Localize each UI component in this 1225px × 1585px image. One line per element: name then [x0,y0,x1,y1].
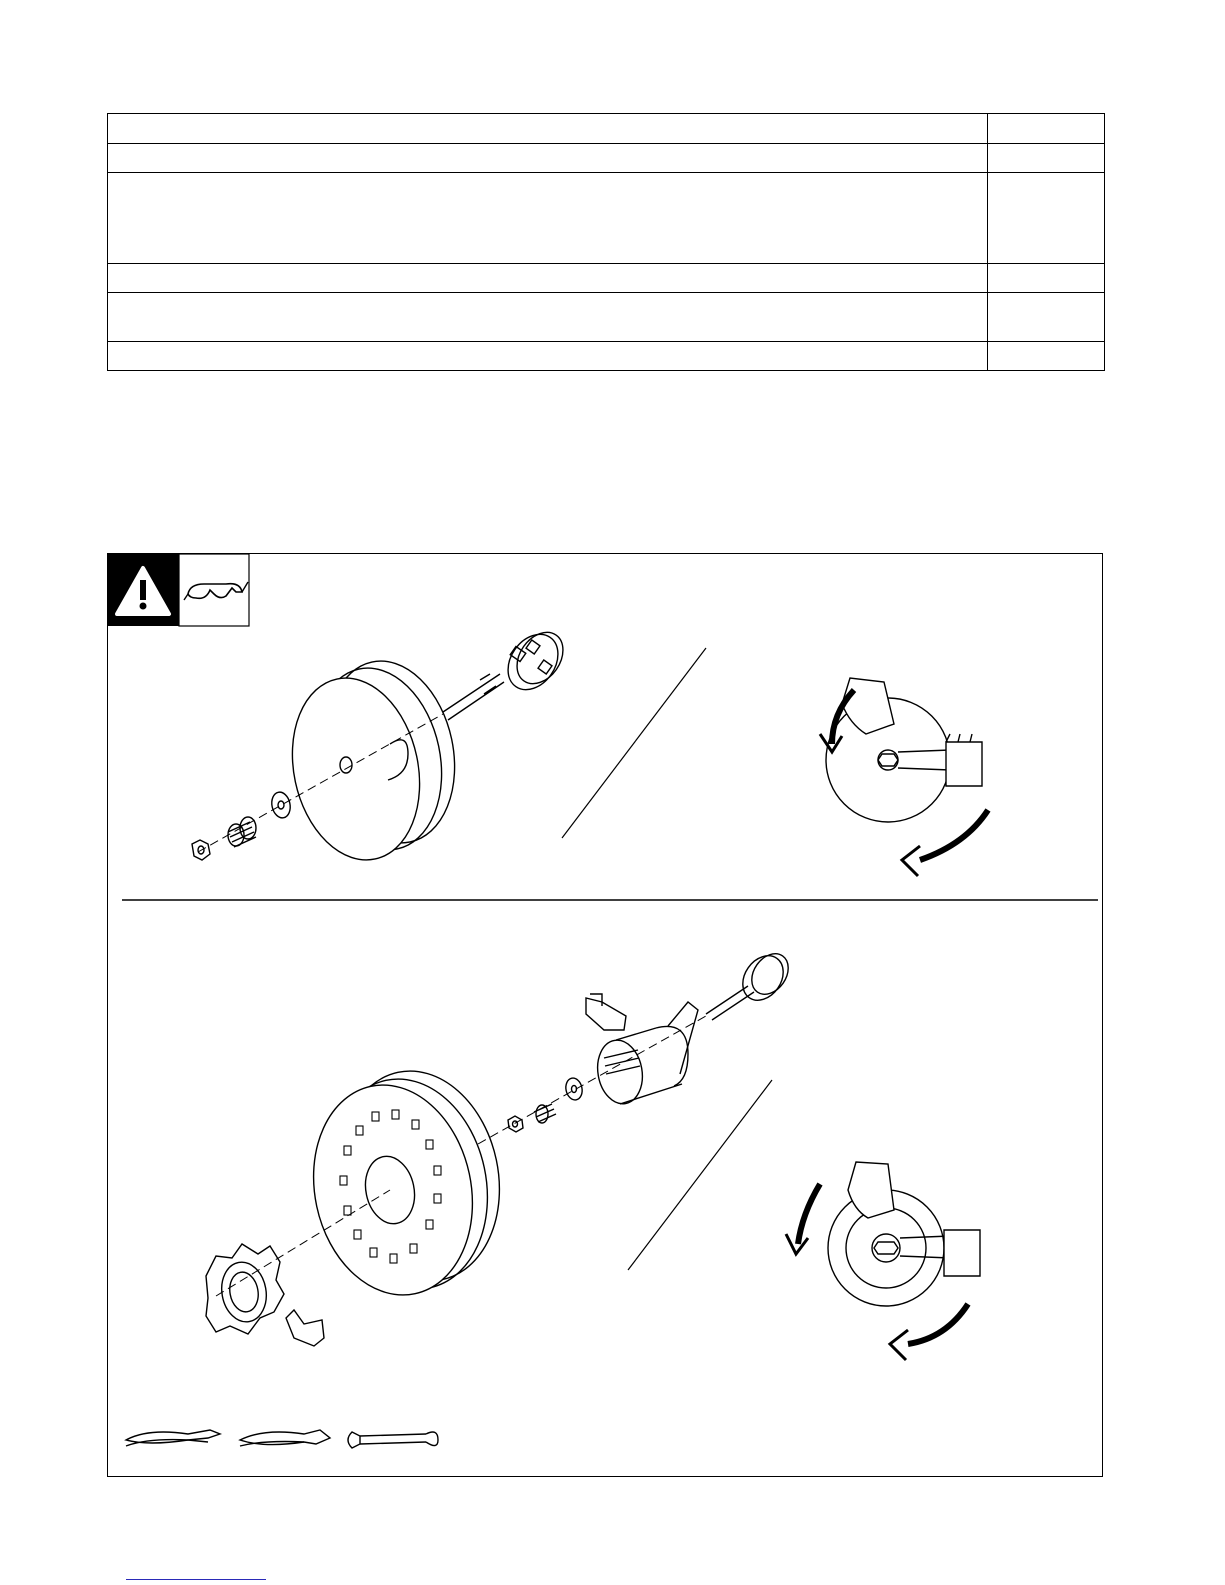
rotation-detail-bottom [786,1162,980,1360]
row-description [108,342,988,371]
assembly-figure [107,553,1103,1477]
table-row [108,114,1105,144]
row-quantity [988,342,1105,371]
footer-link[interactable] [126,1579,266,1580]
hand-icon [946,734,982,786]
rotation-detail-top [820,678,988,876]
washer [269,790,292,819]
spindle-assembly [706,947,796,1020]
hand-icon [286,1310,324,1346]
row-description [108,173,988,264]
open-end-wrench-icon [348,1432,438,1448]
parts-table [107,113,1105,371]
needle-nose-pliers-icon [126,1430,220,1446]
safety-glasses-icon [179,554,249,626]
hand-icon [842,678,894,734]
washer [564,1077,584,1102]
row-quantity [988,173,1105,264]
warning-triangle-icon [108,554,179,626]
table-row [108,144,1105,173]
row-quantity [988,264,1105,293]
hex-nut [508,1116,523,1132]
wire-cutter-icon [240,1430,330,1446]
hand-icon [586,994,626,1030]
row-quantity [988,144,1105,173]
hand-icon [944,1230,980,1276]
row-quantity [988,114,1105,144]
spool-retaining-knob [206,1244,284,1334]
table-row [108,293,1105,342]
row-description [108,114,988,144]
wire-spool [276,649,471,872]
row-description [108,144,988,173]
spindle-assembly [443,624,572,720]
row-description [108,264,988,293]
table-row [108,342,1105,371]
table-row [108,264,1105,293]
row-description [108,293,988,342]
wire-spool-large [295,1056,519,1310]
hand-icon [848,1162,894,1218]
row-quantity [988,293,1105,342]
table-row [108,173,1105,264]
